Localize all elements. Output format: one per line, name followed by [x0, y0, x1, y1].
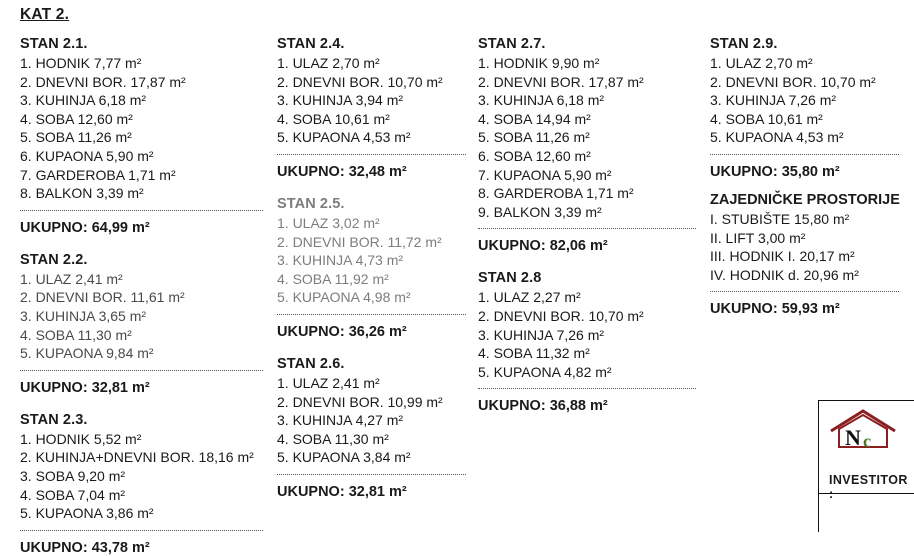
- apartment-title: STAN 2.2.: [20, 251, 88, 268]
- room-item: 4. SOBA 11,30 m²: [20, 326, 132, 343]
- room-item: 3. KUHINJA 7,26 m²: [710, 92, 837, 109]
- room-item: 2. DNEVNI BOR. 17,87 m²: [20, 73, 186, 90]
- apartment-block-2-1: [20, 36, 270, 236]
- room-item: 4. SOBA 11,30 m²: [277, 430, 389, 447]
- room-item: 2. DNEVNI BOR. 10,70 m²: [478, 307, 644, 324]
- apartment-total: UKUPNO: 64,99 m²: [20, 219, 150, 236]
- room-item: 8. BALKON 3,39 m²: [20, 185, 144, 202]
- common-areas-total: UKUPNO: 59,93 m²: [710, 301, 840, 318]
- room-item: 4. SOBA 11,92 m²: [277, 270, 389, 287]
- room-item: 1. HODNIK 5,52 m²: [20, 430, 142, 447]
- legend-column-2: [277, 36, 472, 500]
- section-divider: [20, 370, 263, 371]
- apartment-block-2-3: [20, 412, 270, 556]
- room-item: 4. SOBA 14,94 m²: [478, 110, 591, 127]
- room-item: 5. KUPAONA 3,84 m²: [277, 449, 411, 466]
- room-item: 5. SOBA 11,26 m²: [478, 129, 590, 146]
- room-item: 3. KUHINJA 7,26 m²: [478, 326, 605, 343]
- section-divider: [20, 210, 263, 211]
- room-item: 2. DNEVNI BOR. 11,61 m²: [20, 289, 185, 306]
- investor-label: INVESTITOR :: [829, 473, 908, 501]
- apartment-total: UKUPNO: 36,26 m²: [277, 323, 407, 340]
- common-areas-title: ZAJEDNIČKE PROSTORIJE: [710, 191, 900, 208]
- spacer: [478, 254, 703, 270]
- room-item: 3. KUHINJA 4,27 m²: [277, 412, 404, 429]
- room-item: 1. ULAZ 3,02 m²: [277, 214, 380, 231]
- room-item: 3. SOBA 9,20 m²: [20, 467, 126, 484]
- apartment-block-2-6: [277, 356, 472, 500]
- room-item: 1. HODNIK 9,90 m²: [478, 55, 600, 71]
- room-item: 2. DNEVNI BOR. 11,72 m²: [277, 233, 442, 250]
- room-item: 5. KUPAONA 4,53 m²: [710, 129, 844, 146]
- apartment-block-2-2: [20, 252, 270, 396]
- apartment-title: STAN 2.4.: [277, 36, 345, 52]
- room-item: 2. KUHINJA+DNEVNI BOR. 18,16 m²: [20, 449, 254, 466]
- legend-column-3: [478, 36, 703, 414]
- section-divider: [277, 154, 466, 155]
- room-item: 2. DNEVNI BOR. 10,99 m²: [277, 393, 443, 410]
- apartment-block-2-5: [277, 196, 472, 340]
- title-block-inner: [819, 401, 914, 532]
- apartment-total: UKUPNO: 43,78 m²: [20, 539, 150, 556]
- apartment-block-2-7: [478, 36, 703, 254]
- room-item: 3. KUHINJA 3,94 m²: [277, 92, 404, 109]
- section-divider: [277, 474, 466, 475]
- room-item: 8. GARDEROBA 1,71 m²: [478, 185, 634, 202]
- page-title: KAT 2.: [20, 6, 70, 23]
- apartment-title: STAN 2.5.: [277, 195, 345, 212]
- apartment-total: UKUPNO: 35,80 m²: [710, 163, 840, 180]
- room-item: 1. ULAZ 2,41 m²: [20, 270, 123, 287]
- section-divider: [710, 291, 899, 292]
- room-item: 9. BALKON 3,39 m²: [478, 203, 602, 220]
- room-item: 4. SOBA 12,60 m²: [20, 110, 133, 127]
- room-item: 3. KUHINJA 6,18 m²: [478, 92, 605, 109]
- svg-text:N: N: [845, 425, 861, 450]
- room-item: 4. SOBA 11,32 m²: [478, 345, 590, 362]
- apartment-title: STAN 2.1.: [20, 36, 88, 52]
- room-item: 2. DNEVNI BOR. 10,70 m²: [277, 73, 443, 90]
- room-item: 7. KUPAONA 5,90 m²: [478, 166, 612, 183]
- room-item: 7. GARDEROBA 1,71 m²: [20, 166, 176, 183]
- room-item: 5. KUPAONA 4,53 m²: [277, 129, 411, 146]
- room-item: IV. HODNIK d. 20,96 m²: [710, 266, 859, 283]
- section-divider: [277, 314, 466, 315]
- room-item: 1. ULAZ 2,70 m²: [277, 55, 380, 71]
- spacer: [20, 236, 270, 252]
- apartment-block-2-9: [710, 36, 905, 180]
- room-item: 1. ULAZ 2,70 m²: [710, 55, 813, 71]
- legend-column-4: [710, 36, 905, 317]
- room-item: II. LIFT 3,00 m²: [710, 229, 806, 246]
- room-item: 1. ULAZ 2,41 m²: [277, 374, 380, 391]
- room-item: 4. SOBA 10,61 m²: [277, 110, 390, 127]
- apartment-total: UKUPNO: 32,81 m²: [277, 483, 407, 500]
- room-item: 6. KUPAONA 5,90 m²: [20, 147, 154, 164]
- room-item: 5. KUPAONA 3,86 m²: [20, 505, 154, 522]
- apartment-title: STAN 2.8: [478, 270, 542, 287]
- apartment-title: STAN 2.9.: [710, 36, 778, 52]
- title-block-divider: [819, 493, 914, 494]
- apartment-total: UKUPNO: 32,81 m²: [20, 379, 150, 396]
- room-item: 5. KUPAONA 9,84 m²: [20, 345, 154, 362]
- room-item: 3. KUHINJA 6,18 m²: [20, 92, 147, 109]
- room-item: 5. KUPAONA 4,82 m²: [478, 363, 612, 380]
- apartment-total: UKUPNO: 36,88 m²: [478, 398, 608, 415]
- room-item: 5. SOBA 11,26 m²: [20, 129, 132, 146]
- apartment-title: STAN 2.6.: [277, 355, 345, 372]
- room-item: 3. KUHINJA 4,73 m²: [277, 252, 404, 269]
- room-item: 5. KUPAONA 4,98 m²: [277, 289, 411, 306]
- apartment-block-2-4: [277, 36, 472, 180]
- room-item: 1. HODNIK 7,77 m²: [20, 55, 142, 71]
- room-item: 2. DNEVNI BOR. 17,87 m²: [478, 73, 644, 90]
- room-item: 4. SOBA 10,61 m²: [710, 110, 823, 127]
- section-divider: [478, 388, 696, 389]
- title-block: [818, 400, 914, 532]
- room-item: 4. SOBA 7,04 m²: [20, 486, 126, 503]
- apartment-total: UKUPNO: 82,06 m²: [478, 238, 608, 255]
- room-item: I. STUBIŠTE 15,80 m²: [710, 210, 850, 227]
- apartment-title: STAN 2.3.: [20, 411, 88, 428]
- legend-column-1: [20, 36, 270, 556]
- spacer: [277, 340, 472, 356]
- room-item: 6. SOBA 12,60 m²: [478, 147, 591, 164]
- spacer: [20, 396, 270, 412]
- common-areas-block: [710, 192, 905, 317]
- company-logo-icon: [827, 407, 899, 459]
- room-item: 1. ULAZ 2,27 m²: [478, 289, 581, 306]
- section-divider: [20, 530, 263, 531]
- spacer: [277, 180, 472, 196]
- spacer: [710, 180, 905, 192]
- room-item: III. HODNIK I. 20,17 m²: [710, 248, 855, 265]
- svg-text:c: c: [863, 431, 871, 451]
- section-divider: [710, 154, 899, 155]
- apartment-total: UKUPNO: 32,48 m²: [277, 163, 407, 180]
- room-item: 2. DNEVNI BOR. 10,70 m²: [710, 73, 876, 90]
- room-item: 3. KUHINJA 3,65 m²: [20, 307, 147, 324]
- section-divider: [478, 228, 696, 229]
- apartment-title: STAN 2.7.: [478, 36, 546, 52]
- apartment-block-2-8: [478, 270, 703, 414]
